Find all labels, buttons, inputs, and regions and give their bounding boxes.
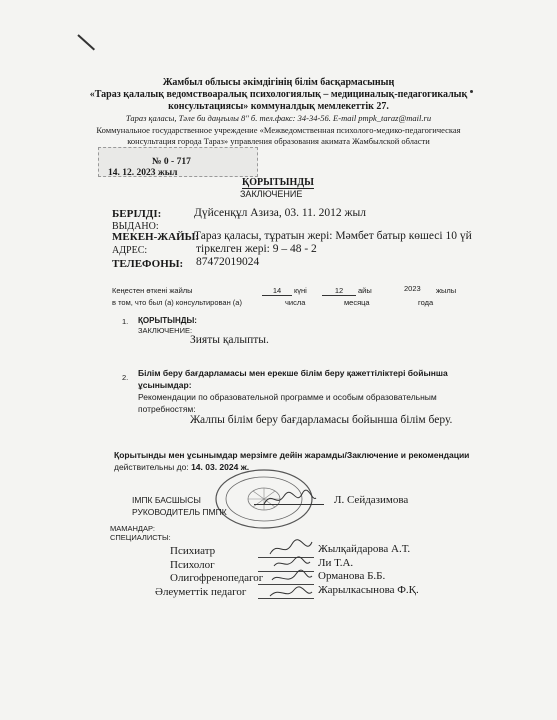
head-label-kz: ІМПК БАСШЫСЫ [132, 495, 201, 505]
registration-number: № 0 - 717 [152, 157, 191, 167]
validity-text: Қорытынды мен ұсынымдар мерзімге дейін жарамды/Заключение и рекомендации [114, 450, 470, 460]
doc-title-kz: ҚОРЫТЫНДЫ [242, 177, 314, 188]
specialist-name: Жылқайдарова А.Т. [318, 543, 411, 555]
head-signature [262, 488, 318, 510]
pen-mark [77, 34, 95, 50]
consult-text-ru: в том, что был (а) консультирован (а) [112, 298, 242, 307]
validity-date: 14. 03. 2024 ж. [191, 462, 250, 472]
consult-text-kz: Кеңестен өткені жайлы [112, 286, 193, 295]
phone-label: ТЕЛЕФОНЫ: [112, 258, 184, 270]
section-1-number: 1. [122, 317, 129, 326]
doc-title-ru: ЗАКЛЮЧЕНИЕ [240, 189, 303, 199]
header-line-1: Жамбыл облысы әкімдігінің білім басқармасының [162, 77, 395, 88]
section-1-value: Зияты қалыпты. [190, 334, 269, 346]
specialists-label-ru: СПЕЦИАЛИСТЫ: [110, 533, 171, 542]
section-2-number: 2. [122, 373, 129, 382]
head-name: Л. Сейдазимова [334, 494, 409, 506]
head-label-ru: РУКОВОДИТЕЛЬ ПМПК [132, 507, 227, 517]
consult-month-ru: месяца [344, 298, 370, 307]
section-2-value: Жалпы білім беру бағдарламасы бойынша білім беру. [190, 414, 453, 426]
consult-year-kz: жылы [436, 286, 457, 295]
section-2-title-ru-2: потребностям: [138, 404, 196, 414]
consult-day: 14 [262, 286, 292, 296]
specialist-role: Психолог [170, 559, 215, 571]
address-label-kz: МЕКЕН-ЖАЙЫ: [112, 231, 200, 243]
specialist-role: Олигофренопедагог [170, 572, 264, 584]
specialists-label-kz: МАМАНДАР: [110, 524, 155, 533]
address-value-1: Тараз қаласы, тұратын жері: Мәмбет батыр көшесі 10 үй [194, 230, 472, 242]
consult-year: 2023 [404, 284, 421, 293]
validity-prefix: действительны до: [114, 462, 192, 472]
header-ru-line-1: Коммунальное государственное учреждение «Межведомственная психолого-медико-педагогическая [96, 125, 461, 135]
issued-value: Дүйсенқұл Азиза, 03. 11. 2012 жыл [194, 207, 366, 219]
consult-day-kz: күні [294, 286, 307, 295]
specialist-role: Психиатр [170, 545, 216, 557]
header-contact: Тараз қаласы, Тәле би даңғылы 8" б. тел.факс: 34-34-56. E-mail pmpk_taraz@mail.ru [125, 113, 432, 123]
section-2-title-ru-1: Рекомендации по образовательной программе и особым образовательным [138, 392, 437, 402]
specialist-signatures [266, 536, 316, 604]
specialist-name: Жарылкасынова Ф.Қ. [318, 584, 419, 596]
consult-day-ru: числа [285, 298, 306, 307]
consult-month: 12 [322, 286, 356, 296]
validity-line-1 [114, 450, 469, 460]
consult-year-ru: года [418, 298, 434, 307]
consult-month-kz: айы [358, 286, 372, 295]
header-line-3: консультациясы» коммуналдық мемлекеттік 27. [168, 101, 389, 112]
header-line-2: «Тараз қалалық ведомствоаралық психологиялық – медициналық-педагогикалық [89, 89, 468, 100]
section-1-title-ru: ЗАКЛЮЧЕНИЕ: [138, 326, 193, 335]
specialist-name: Ли Т.А. [318, 557, 354, 569]
address-label-ru: АДРЕС: [112, 245, 148, 256]
specialist-role: Әлеуметтік педагог [155, 586, 247, 598]
section-1-title-kz: ҚОРЫТЫНДЫ: [138, 316, 197, 325]
phone-value: 87472019024 [196, 256, 260, 268]
address-value-2: тіркелген жері: 9 – 48 - 2 [196, 243, 317, 255]
section-2-title-kz-2: ұсынымдар: [138, 380, 192, 390]
registration-date: 14. 12. 2023 жыл [108, 168, 178, 178]
specialist-name: Орманова Б.Б. [318, 570, 386, 582]
issued-label-kz: БЕРІЛДІ: [112, 208, 162, 220]
issued-label-ru: ВЫДАНО: [112, 221, 159, 232]
section-2-title-kz-1: Білім беру бағдарламасы мен ерекше білім беру қажеттіліктері бойынша [138, 368, 448, 378]
header-ru-line-2: консультация города Тараз» управления образования акимата Жамбылской области [127, 136, 430, 146]
